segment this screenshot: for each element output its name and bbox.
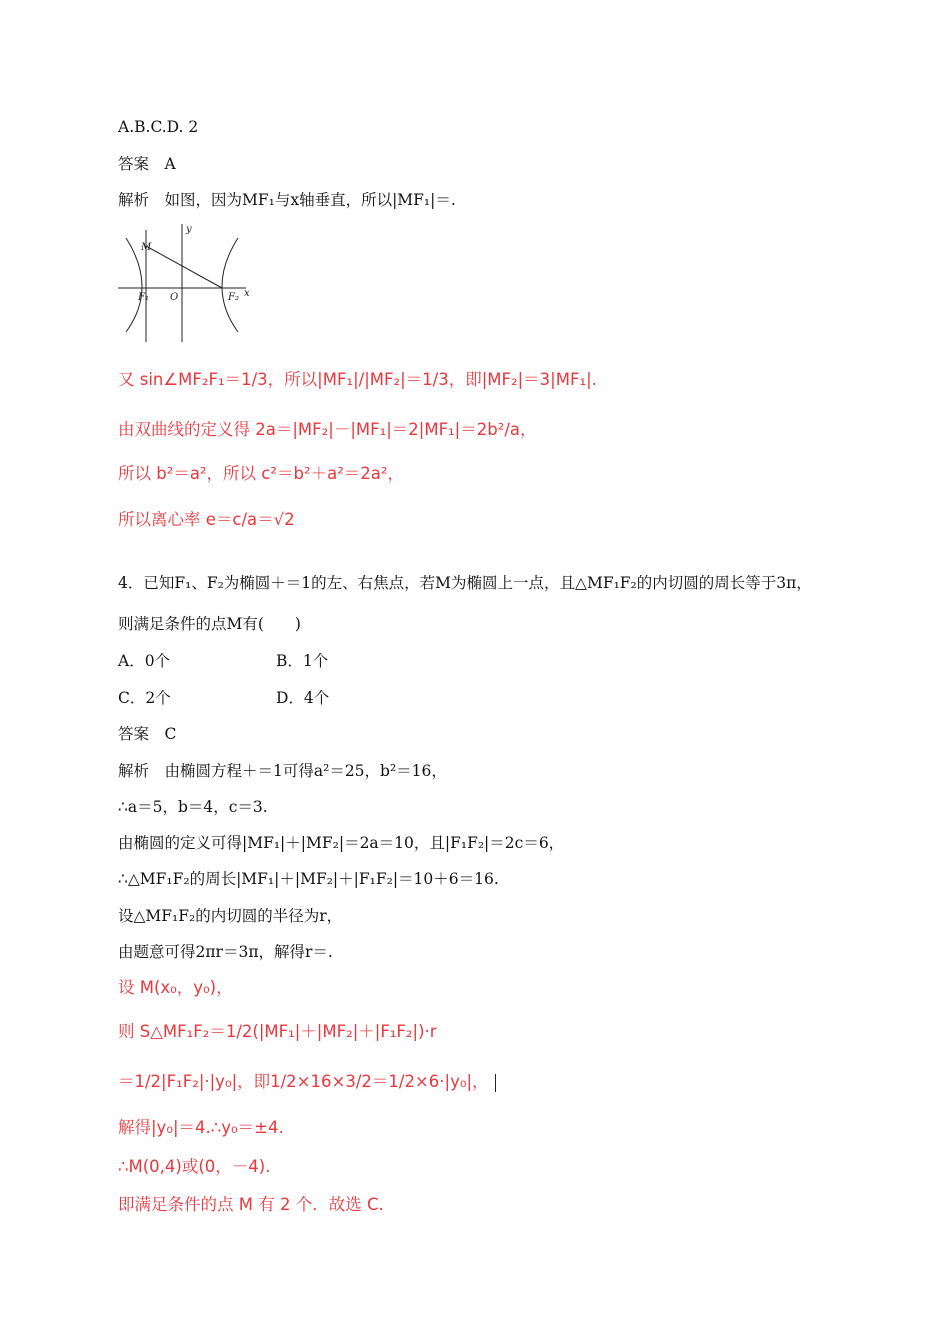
label-f2: F₂ (228, 292, 239, 303)
q4-analysis-line-6: 由题意可得2πr＝3π，解得r＝. (118, 943, 333, 961)
q4-red-line-3 (118, 1072, 496, 1092)
q4-red-line-2: 则 S△MF₁F₂＝1/2(|MF₁|＋|MF₂|＋|F₁F₂|)·r (118, 1022, 437, 1041)
label-x: x (244, 288, 250, 299)
q4-analysis-line-5: 设△MF₁F₂的内切圆的半径为r， (118, 907, 343, 925)
q4-option-a: A．0个 (118, 652, 171, 670)
q4-analysis-line-1: 解析 由椭圆方程＋＝1可得a²＝25，b²＝16， (118, 762, 447, 780)
label-m: M (141, 242, 152, 253)
q4-option-d: D．4个 (276, 689, 330, 707)
label-y: y (186, 224, 192, 235)
q4-answer: 答案 C (118, 725, 177, 743)
q4-option-b: B．1个 (276, 652, 329, 670)
q4-analysis-line-3: 由椭圆的定义可得|MF₁|＋|MF₂|＝2a＝10，且|F₁F₂|＝2c＝6， (118, 834, 565, 852)
q3-red-line-2: 由双曲线的定义得 2a＝|MF₂|－|MF₁|＝2|MF₁|＝2b²/a， (118, 420, 537, 439)
q4-red-line-1: 设 M(x₀，y₀)， (118, 978, 233, 997)
text-caret (495, 1074, 496, 1092)
q3-analysis: 解析 如图，因为MF₁与x轴垂直，所以|MF₁|＝. (118, 191, 456, 209)
q4-stem-line-2: 则满足条件的点M有( ) (118, 615, 301, 633)
q4-stem-line-1: 4．已知F₁、F₂为椭圆＋＝1的左、右焦点，若M为椭圆上一点，且△MF₁F₂的内切圆的周长等于3π， (118, 574, 812, 592)
q3-answer: 答案 A (118, 155, 176, 173)
q4-red-line-4: 解得|y₀|＝4.∴y₀＝±4. (118, 1118, 284, 1137)
q4-analysis-line-2: ∴a＝5，b＝4，c＝3. (118, 798, 268, 816)
q3-options: A.B.C.D. 2 (118, 118, 199, 136)
q4-red-line-3-text: ＝1/2|F₁F₂|·|y₀|，即1/2×16×3/2＝1/2×6·|y₀|， (118, 1072, 489, 1091)
hyperbola-figure (118, 220, 258, 349)
q4-red-line-6: 即满足条件的点 M 有 2 个．故选 C. (118, 1195, 384, 1214)
label-f1: F₁ (138, 292, 149, 303)
q4-red-line-5: ∴M(0,4)或(0，－4). (118, 1157, 271, 1176)
label-o: O (170, 292, 179, 303)
hyperbola-diagram (118, 220, 258, 345)
q4-analysis-line-4: ∴△MF₁F₂的周长|MF₁|＋|MF₂|＋|F₁F₂|＝10＋6＝16. (118, 870, 499, 888)
q3-red-line-3: 所以 b²＝a²，所以 c²＝b²＋a²＝2a²， (118, 464, 405, 483)
q3-red-line-4: 所以离心率 e＝c/a＝√2 (118, 510, 295, 529)
q4-option-c: C．2个 (118, 689, 171, 707)
q3-red-line-1: 又 sin∠MF₂F₁＝1/3，所以|MF₁|/|MF₂|＝1/3，即|MF₂|＝3|MF₁|. (118, 370, 597, 389)
